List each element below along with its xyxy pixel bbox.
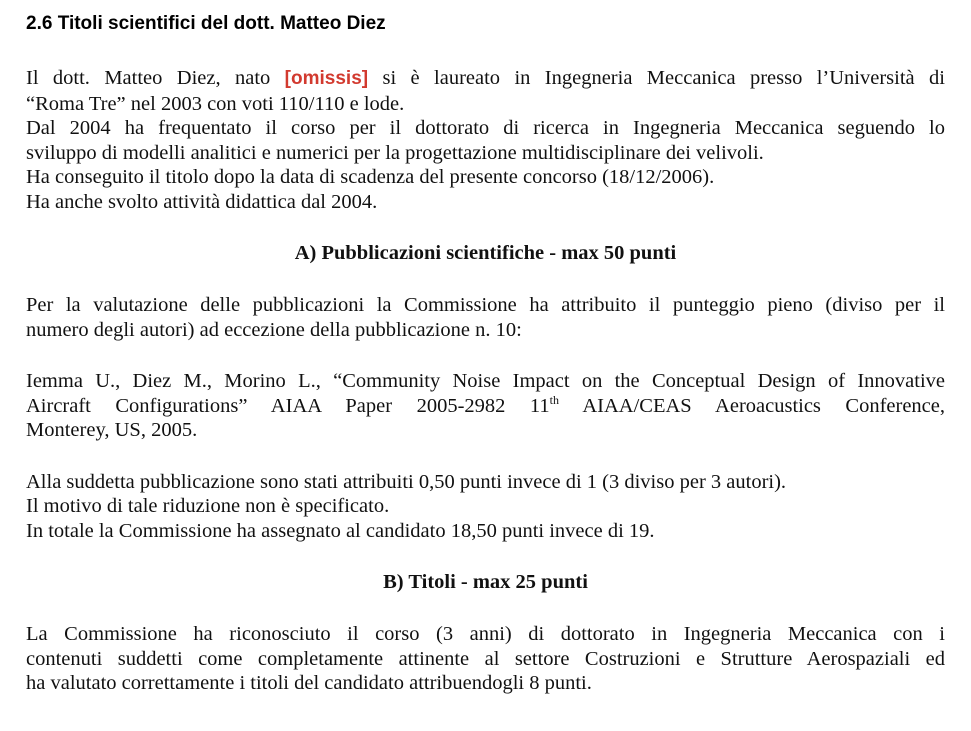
ordinal-superscript: th <box>549 392 559 407</box>
intro-line-3: Dal 2004 ha frequentato il corso per il dottorato di ricerca in Ingegneria Meccanica seguendo lo <box>26 117 945 139</box>
intro-text: si è laureato in Ingegneria Meccanica presso l’Università di <box>368 67 945 89</box>
intro-line-6: Ha anche svolto attività didattica dal 2004. <box>26 190 378 213</box>
intro-text: Il dott. Matteo Diez, nato <box>26 67 285 89</box>
section-a-p2-line-1: Alla suddetta pubblicazione sono stati attribuiti 0,50 punti invece di 1 (3 diviso per 3 autori). <box>26 470 787 493</box>
section-b-line-3: ha valutato correttamente i titoli del candidato attribuendogli 8 punti. <box>26 672 592 694</box>
reference-text: Aircraft Configurations” AIAA Paper 2005-2982 11 <box>26 394 550 417</box>
section-a-paragraph-1 <box>26 293 945 342</box>
publication-reference <box>26 369 945 443</box>
intro-line-5: Ha conseguito il titolo dopo la data di scadenza del presente concorso (18/12/2006). <box>26 166 715 188</box>
section-b-title: B) Titoli - max 25 punti <box>383 571 588 593</box>
reference-line-3: Monterey, US, 2005. <box>26 419 198 441</box>
intro-line-2: “Roma Tre” nel 2003 con voti 110/110 e lode. <box>26 92 405 115</box>
section-b-line-1: La Commissione ha riconosciuto il corso (3 anni) di dottorato in Ingegneria Meccanica con i <box>26 623 945 645</box>
intro-line-4: sviluppo di modelli analitici e numerici per la progettazione multidisciplinare dei velivoli. <box>26 141 764 164</box>
redacted-marker: [omissis] <box>284 68 369 89</box>
intro-line-1 <box>26 66 945 92</box>
section-b-line-2: contenuti suddetti come completamente attinente al settore Costruzioni e Strutture Aerospaziali ed <box>26 647 945 670</box>
reference-line-2 <box>26 394 945 419</box>
section-a-p1-line-2: numero degli autori) ad eccezione della pubblicazione n. 10: <box>26 318 522 341</box>
section-a-p2-line-3: In totale la Commissione ha assegnato al candidato 18,50 punti invece di 19. <box>26 519 655 542</box>
section-a-p1-line-1: Per la valutazione delle pubblicazioni la Commissione ha attribuito il punteggio pieno (diviso per il <box>26 294 945 316</box>
reference-line-1: Iemma U., Diez M., Morino L., “Community Noise Impact on the Conceptual Design of Innovative <box>26 370 945 392</box>
intro-paragraph <box>26 66 945 214</box>
section-a-paragraph-2 <box>26 470 945 544</box>
section-a-p2-line-2: Il motivo di tale riduzione non è specificato. <box>26 495 390 517</box>
section-b-paragraph <box>26 622 945 696</box>
reference-text: AIAA/CEAS Aeroacustics Conference, <box>558 394 945 417</box>
section-heading: 2.6 Titoli scientifici del dott. Matteo Diez <box>26 13 386 34</box>
section-a-title: A) Pubblicazioni scientifiche - max 50 punti <box>294 242 677 264</box>
